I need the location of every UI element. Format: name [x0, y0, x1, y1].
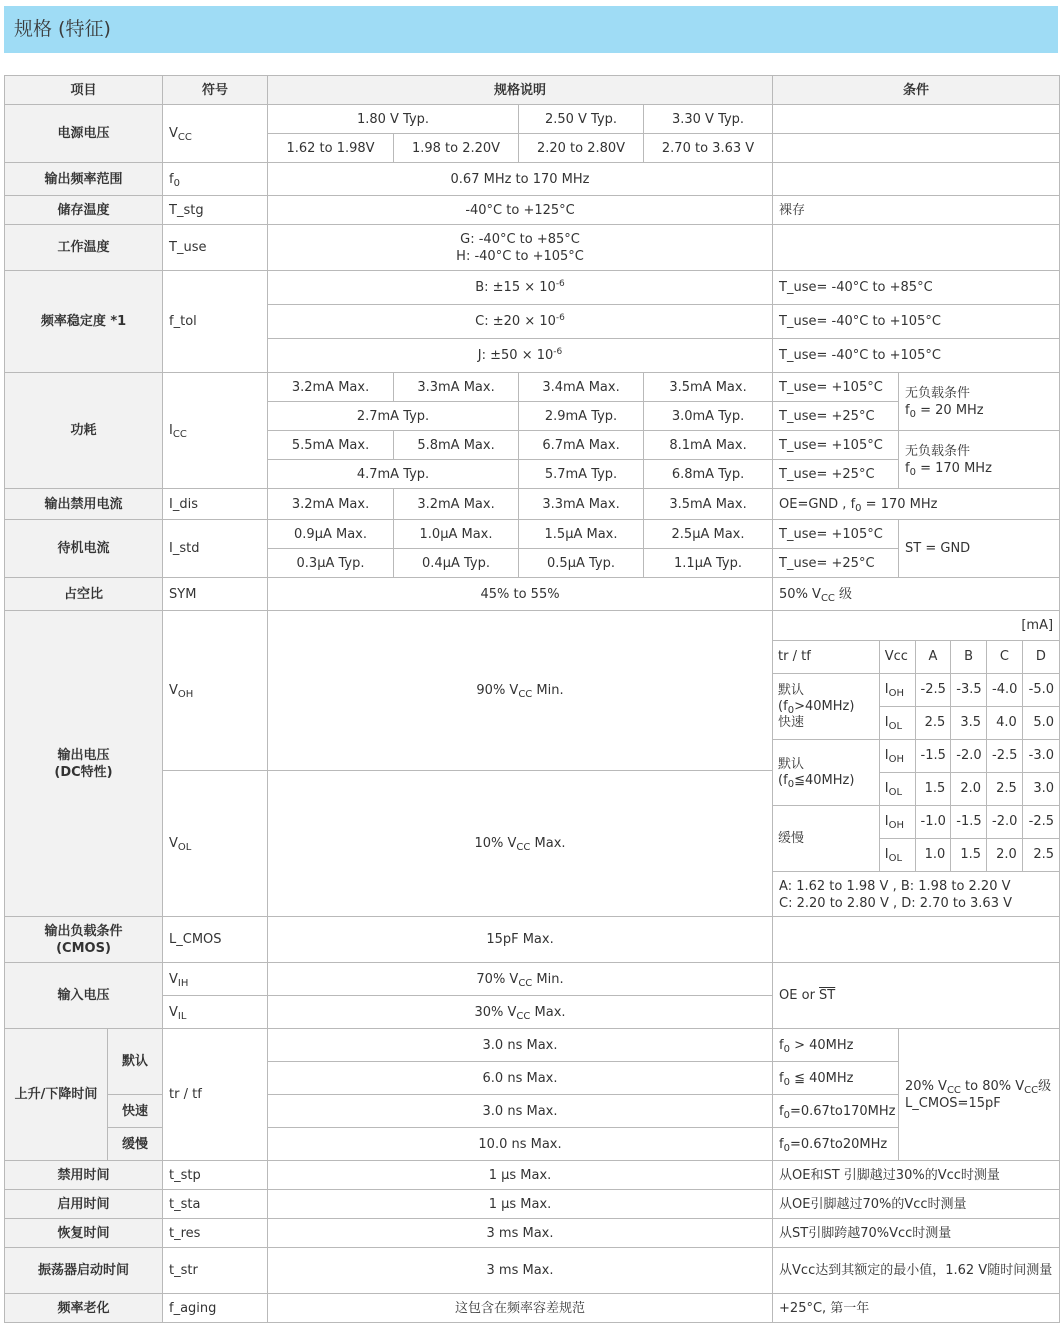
istd-condition: ST = GND	[899, 520, 1060, 578]
idis-value: 3.3mA Max.	[519, 489, 644, 520]
vin-condition: OE or $\overline{ST}$	[773, 963, 1060, 1029]
tuse-value: G: -40°C to +85°C H: -40°C to +105°C	[268, 225, 773, 271]
symbol-tres: t_res	[163, 1219, 268, 1248]
icc-value: 5.5mA Max.	[268, 431, 394, 460]
drive-val: 2.0	[987, 839, 1023, 872]
row-label-tuse: 工作温度	[5, 225, 163, 271]
tstg-value: -40°C to +125°C	[268, 196, 773, 225]
drive-val: 4.0	[987, 707, 1023, 740]
table-row	[5, 1029, 1060, 1062]
icc-cond-170mhz: 无负载条件 $f_0 = 170$ MHz	[899, 431, 1060, 489]
tsta-condition: 从OE引脚越过70%的Vcc时测量	[773, 1190, 1060, 1219]
icc-value: 8.1mA Max.	[644, 431, 773, 460]
row-label-idis: 输出禁用电流	[5, 489, 163, 520]
row-label-lcmos: 输出负载条件 (CMOS)	[5, 917, 163, 963]
drive-iol: $I_{OL}$	[879, 839, 915, 872]
symbol-trtf: tr / tf	[163, 1029, 268, 1161]
istd-value: 1.1µA Typ.	[644, 549, 773, 578]
table-header-row	[5, 76, 1060, 105]
aging-value: 这包含在频率容差规范	[268, 1294, 773, 1323]
drive-val: -2.5	[987, 740, 1023, 773]
drive-row	[773, 740, 1059, 773]
icc-value: 3.5mA Max.	[644, 373, 773, 402]
tres-condition: 从ST引脚跨越70%Vcc时测量	[773, 1219, 1060, 1248]
drive-iol: $I_{OL}$	[879, 707, 915, 740]
table-row	[5, 105, 1060, 134]
drive-val: -1.0	[915, 806, 951, 839]
drive-ioh: $I_{OH}$	[879, 674, 915, 707]
empty-cell	[773, 225, 1060, 271]
symbol-aging: f_aging	[163, 1294, 268, 1323]
drive-row	[773, 674, 1059, 707]
idis-value: 3.5mA Max.	[644, 489, 773, 520]
icc-temp: T_use= +25°C	[773, 402, 899, 431]
drive-h-col: B	[951, 641, 987, 674]
symbol-istd: I_std	[163, 520, 268, 578]
icc-value: 2.9mA Typ.	[519, 402, 644, 431]
drive-val: -3.0	[1022, 740, 1059, 773]
idis-value: 3.2mA Max.	[268, 489, 394, 520]
drive-group-default: 默认 $(f_0≦40MHz)$	[773, 740, 879, 806]
trtf-value: 10.0 ns Max.	[268, 1128, 773, 1161]
sym-value: 45% to 55%	[268, 578, 773, 611]
table-row	[5, 611, 1060, 771]
symbol-tstp: t_stp	[163, 1161, 268, 1190]
drive-header-row	[773, 641, 1059, 674]
sym-condition: 50% $V_{CC}$ 级	[773, 578, 1060, 611]
table-row	[5, 489, 1060, 520]
trtf-condition: $f_0=0.67to20MHz$	[773, 1128, 899, 1161]
trtf-condition: $f_0 > 40MHz$	[773, 1029, 899, 1062]
drive-ioh: $I_{OH}$	[879, 740, 915, 773]
drive-val: 5.0	[1022, 707, 1059, 740]
row-label-tstp: 禁用时间	[5, 1161, 163, 1190]
symbol-tstr: t_str	[163, 1248, 268, 1294]
drive-val: -1.5	[915, 740, 951, 773]
freq-value: 0.67 MHz to 170 MHz	[268, 163, 773, 196]
istd-value: 2.5µA Max.	[644, 520, 773, 549]
header-spec: 规格说明	[268, 76, 773, 105]
istd-temp: T_use= +105°C	[773, 520, 899, 549]
row-label-vin: 输入电压	[5, 963, 163, 1029]
icc-value: 3.3mA Max.	[394, 373, 519, 402]
istd-value: 0.3µA Typ.	[268, 549, 394, 578]
vcc-range: 1.62 to 1.98V	[268, 134, 394, 163]
tstp-condition: 从OE和ST 引脚越过30%的Vcc时测量	[773, 1161, 1060, 1190]
table-row	[5, 196, 1060, 225]
table-row	[5, 520, 1060, 549]
table-row	[5, 1248, 1060, 1294]
icc-temp: T_use= +105°C	[773, 373, 899, 402]
tstr-value: 3 ms Max.	[268, 1248, 773, 1294]
symbol-voh: $V_{OH}$	[163, 611, 268, 771]
voh-value: 90% $V_{CC}$ Min.	[268, 611, 773, 771]
table-row	[5, 578, 1060, 611]
drive-val: 3.5	[951, 707, 987, 740]
drive-val: -2.0	[951, 740, 987, 773]
row-label-tsta: 启用时间	[5, 1190, 163, 1219]
vcc-typ: 2.50 V Typ.	[519, 105, 644, 134]
drive-val: -2.5	[915, 674, 951, 707]
istd-value: 1.5µA Max.	[519, 520, 644, 549]
icc-value: 3.4mA Max.	[519, 373, 644, 402]
drive-val: 2.5	[1022, 839, 1059, 872]
tres-value: 3 ms Max.	[268, 1219, 773, 1248]
drive-val: 2.5	[987, 773, 1023, 806]
vih-value: 70% $V_{CC}$ Min.	[268, 963, 773, 996]
istd-value: 1.0µA Max.	[394, 520, 519, 549]
drive-h-vcc: Vcc	[879, 641, 915, 674]
table-row	[5, 1219, 1060, 1248]
vcc-typ: 3.30 V Typ.	[644, 105, 773, 134]
header-symbol: 符号	[163, 76, 268, 105]
drive-legend: A: 1.62 to 1.98 V , B: 1.98 to 2.20 V C: 2.20 to 2.80 V , D: 2.70 to 3.63 V	[779, 879, 1013, 911]
header-condition: 条件	[773, 76, 1060, 105]
icc-value: 6.8mA Typ.	[644, 460, 773, 489]
symbol-tuse: T_use	[163, 225, 268, 271]
drive-current-table	[773, 640, 1059, 872]
ftol-value: C: $\pm 20 \times 10^{-6}$	[268, 305, 773, 339]
aging-condition: +25°C, 第一年	[773, 1294, 1060, 1323]
tstg-condition: 裸存	[773, 196, 1060, 225]
table-row	[5, 373, 1060, 402]
idis-condition: OE=GND , $f_0 = 170$ MHz	[773, 489, 1060, 520]
drive-val: -5.0	[1022, 674, 1059, 707]
table-row	[5, 963, 1060, 996]
row-label-istd: 待机电流	[5, 520, 163, 578]
idis-value: 3.2mA Max.	[394, 489, 519, 520]
table-row	[5, 225, 1060, 271]
drive-val: -4.0	[987, 674, 1023, 707]
icc-value: 4.7mA Typ.	[268, 460, 519, 489]
vol-value: 10% $V_{CC}$ Max.	[268, 771, 773, 917]
icc-value: 3.2mA Max.	[268, 373, 394, 402]
row-label-freq: 输出频率范围	[5, 163, 163, 196]
row-label-aging: 频率老化	[5, 1294, 163, 1323]
drive-val: 2.0	[951, 773, 987, 806]
row-label-tstr: 振荡器启动时间	[5, 1248, 163, 1294]
icc-value: 2.7mA Typ.	[268, 402, 519, 431]
trtf-sub-default: 默认	[108, 1029, 163, 1095]
drive-row	[773, 806, 1059, 839]
lcmos-value: 15pF Max.	[268, 917, 773, 963]
row-label-ftol: 频率稳定度 *1	[5, 271, 163, 373]
icc-value: 3.0mA Typ.	[644, 402, 773, 431]
ftol-value: J: $\pm 50 \times 10^{-6}$	[268, 339, 773, 373]
tstp-value: 1 µs Max.	[268, 1161, 773, 1190]
empty-cell	[773, 105, 1060, 134]
drive-h-col: C	[987, 641, 1023, 674]
vcc-range: 2.20 to 2.80V	[519, 134, 644, 163]
row-label-tstg: 储存温度	[5, 196, 163, 225]
table-row	[5, 917, 1060, 963]
row-label-trtf: 上升/下降时间	[5, 1029, 108, 1161]
row-label-sym: 占空比	[5, 578, 163, 611]
ftol-condition: T_use= -40°C to +105°C	[773, 305, 1060, 339]
vcc-range: 1.98 to 2.20V	[394, 134, 519, 163]
vcc-typ: 1.80 V Typ.	[268, 105, 519, 134]
drive-val: -3.5	[951, 674, 987, 707]
trtf-value: 3.0 ns Max.	[268, 1095, 773, 1128]
icc-value: 5.7mA Typ.	[519, 460, 644, 489]
icc-value: 6.7mA Max.	[519, 431, 644, 460]
drive-h-trtf: tr / tf	[773, 641, 879, 674]
symbol-idis: I_dis	[163, 489, 268, 520]
symbol-icc: $I_{CC}$	[163, 373, 268, 489]
drive-val: -2.0	[987, 806, 1023, 839]
row-label-icc: 功耗	[5, 373, 163, 489]
icc-temp: T_use= +105°C	[773, 431, 899, 460]
table-row	[5, 1294, 1060, 1323]
unit-label: [mA]	[1021, 618, 1054, 633]
symbol-lcmos: L_CMOS	[163, 917, 268, 963]
drive-val: -1.5	[951, 806, 987, 839]
symbol-vcc: $V_{CC}$	[163, 105, 268, 163]
drive-ioh: $I_{OH}$	[879, 806, 915, 839]
empty-cell	[773, 134, 1060, 163]
spec-table	[4, 75, 1060, 1323]
symbol-vil: $V_{IL}$	[163, 996, 268, 1029]
symbol-ftol: f_tol	[163, 271, 268, 373]
drive-val: -2.5	[1022, 806, 1059, 839]
tsta-value: 1 µs Max.	[268, 1190, 773, 1219]
header-item: 项目	[5, 76, 163, 105]
symbol-sym: SYM	[163, 578, 268, 611]
vil-value: 30% $V_{CC}$ Max.	[268, 996, 773, 1029]
trtf-sub-slow: 缓慢	[108, 1128, 163, 1161]
empty-cell	[773, 917, 1060, 963]
trtf-value: 3.0 ns Max.	[268, 1029, 773, 1062]
empty-cell	[773, 163, 1060, 196]
drive-val: 1.5	[951, 839, 987, 872]
drive-h-col: A	[915, 641, 951, 674]
icc-cond-20mhz: 无负载条件 $f_0 = 20$ MHz	[899, 373, 1060, 431]
drive-val: 1.5	[915, 773, 951, 806]
drive-group-slow: 缓慢	[773, 806, 879, 872]
trtf-condition: $f_0$ ≦ 40MHz	[773, 1062, 899, 1095]
row-label-vcc: 电源电压	[5, 105, 163, 163]
symbol-tsta: t_sta	[163, 1190, 268, 1219]
ftol-value: B: $\pm 15 \times 10^{-6}$	[268, 271, 773, 305]
drive-iol: $I_{OL}$	[879, 773, 915, 806]
istd-value: 0.5µA Typ.	[519, 549, 644, 578]
table-row	[5, 163, 1060, 196]
trtf-value: 6.0 ns Max.	[268, 1062, 773, 1095]
trtf-condition: $f_0=0.67to170MHz$	[773, 1095, 899, 1128]
table-row	[5, 1190, 1060, 1219]
symbol-f0: $f_0$	[163, 163, 268, 196]
istd-value: 0.9µA Max.	[268, 520, 394, 549]
icc-value: 5.8mA Max.	[394, 431, 519, 460]
drive-val: 3.0	[1022, 773, 1059, 806]
page-title: 规格 (特征)	[4, 6, 1058, 53]
icc-temp: T_use= +25°C	[773, 460, 899, 489]
drive-val: 1.0	[915, 839, 951, 872]
table-row	[5, 1161, 1060, 1190]
istd-value: 0.4µA Typ.	[394, 549, 519, 578]
row-label-vout: 输出电压 (DC特性)	[5, 611, 163, 917]
drive-current-cell	[773, 611, 1060, 917]
row-label-tres: 恢复时间	[5, 1219, 163, 1248]
table-row	[5, 271, 1060, 305]
istd-temp: T_use= +25°C	[773, 549, 899, 578]
drive-group-fast: 默认 $(f_0>40MHz)$ 快速	[773, 674, 879, 740]
symbol-vol: $V_{OL}$	[163, 771, 268, 917]
trtf-measure: 20% $V_{CC}$ to 80% $V_{CC}$级 L_CMOS=15pF	[899, 1029, 1060, 1161]
drive-h-col: D	[1022, 641, 1059, 674]
ftol-condition: T_use= -40°C to +105°C	[773, 339, 1060, 373]
ftol-condition: T_use= -40°C to +85°C	[773, 271, 1060, 305]
trtf-sub-fast: 快速	[108, 1095, 163, 1128]
tstr-condition: 从Vcc达到其额定的最小值，1.62 V随时间测量	[773, 1248, 1060, 1294]
symbol-tstg: T_stg	[163, 196, 268, 225]
drive-val: 2.5	[915, 707, 951, 740]
vcc-range: 2.70 to 3.63 V	[644, 134, 773, 163]
symbol-vih: $V_{IH}$	[163, 963, 268, 996]
